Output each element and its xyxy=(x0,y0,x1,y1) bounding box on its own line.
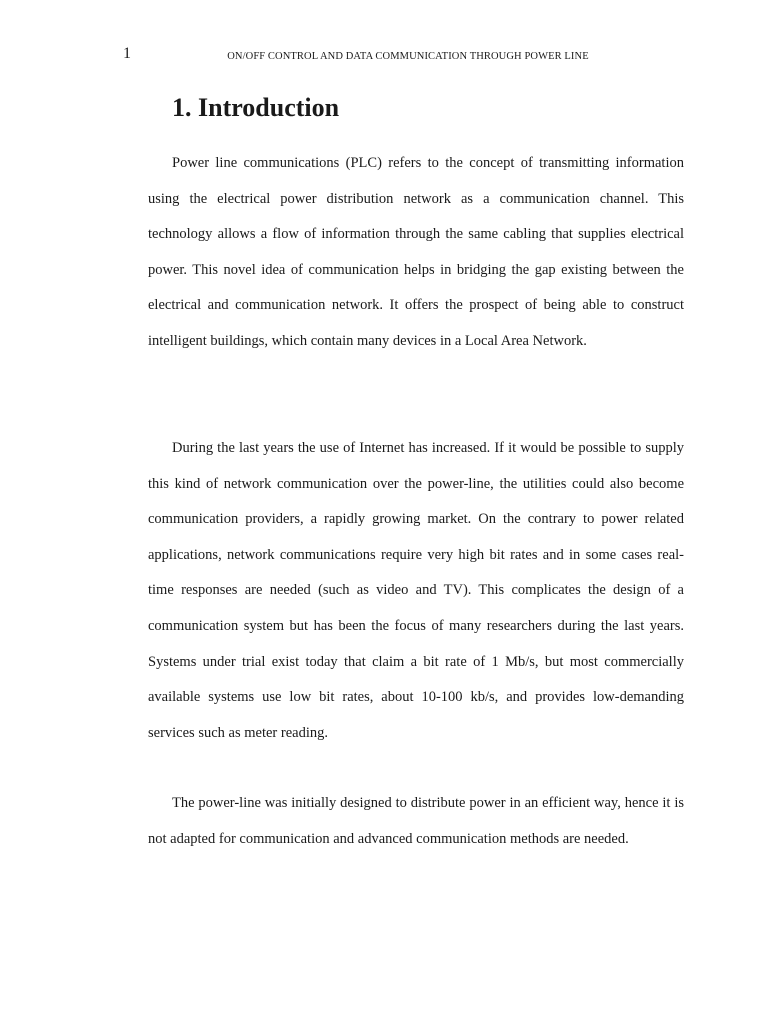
page-number: 1 xyxy=(123,45,131,62)
paragraph-1-text: Power line communications (PLC) refers to the concept of transmitting information using the electrical power distribution network as a communication channel. This technology allows a flow of information through the same cabling that supplies electrical power. This novel idea of communication helps in bridging the gap existing between the electrical and communication network. It offers the prospect of being able to construct intelligent buildings, which contain many devices in a Local Area Network. xyxy=(148,155,684,349)
paragraph-3-text: The power-line was initially designed to distribute power in an efficient way, hence it is not adapted for communication and advanced communication methods are needed. xyxy=(148,795,684,847)
paragraph-3 xyxy=(148,786,684,857)
paragraph-1 xyxy=(148,146,684,360)
paragraph-2 xyxy=(148,431,684,751)
paragraph-2-text: During the last years the use of Internet has increased. If it would be possible to supply this kind of network communication over the power-line, the utilities could also become communication providers, a rapidly growing market. On the contrary to power related applications, network communications require very high bit rates and in some cases real-time responses are needed (such as video and TV). This complicates the design of a communication system but has been the focus of many researchers during the last years. Systems under trial exist today that claim a bit rate of 1 Mb/s, but most commercially available systems use low bit rates, about 10-100 kb/s, and provides low-demanding services such as meter reading. xyxy=(148,440,684,741)
section-heading: 1. Introduction xyxy=(172,93,340,122)
running-header: ON/OFF CONTROL AND DATA COMMUNICATION THROUGH POWER LINE xyxy=(227,51,589,62)
